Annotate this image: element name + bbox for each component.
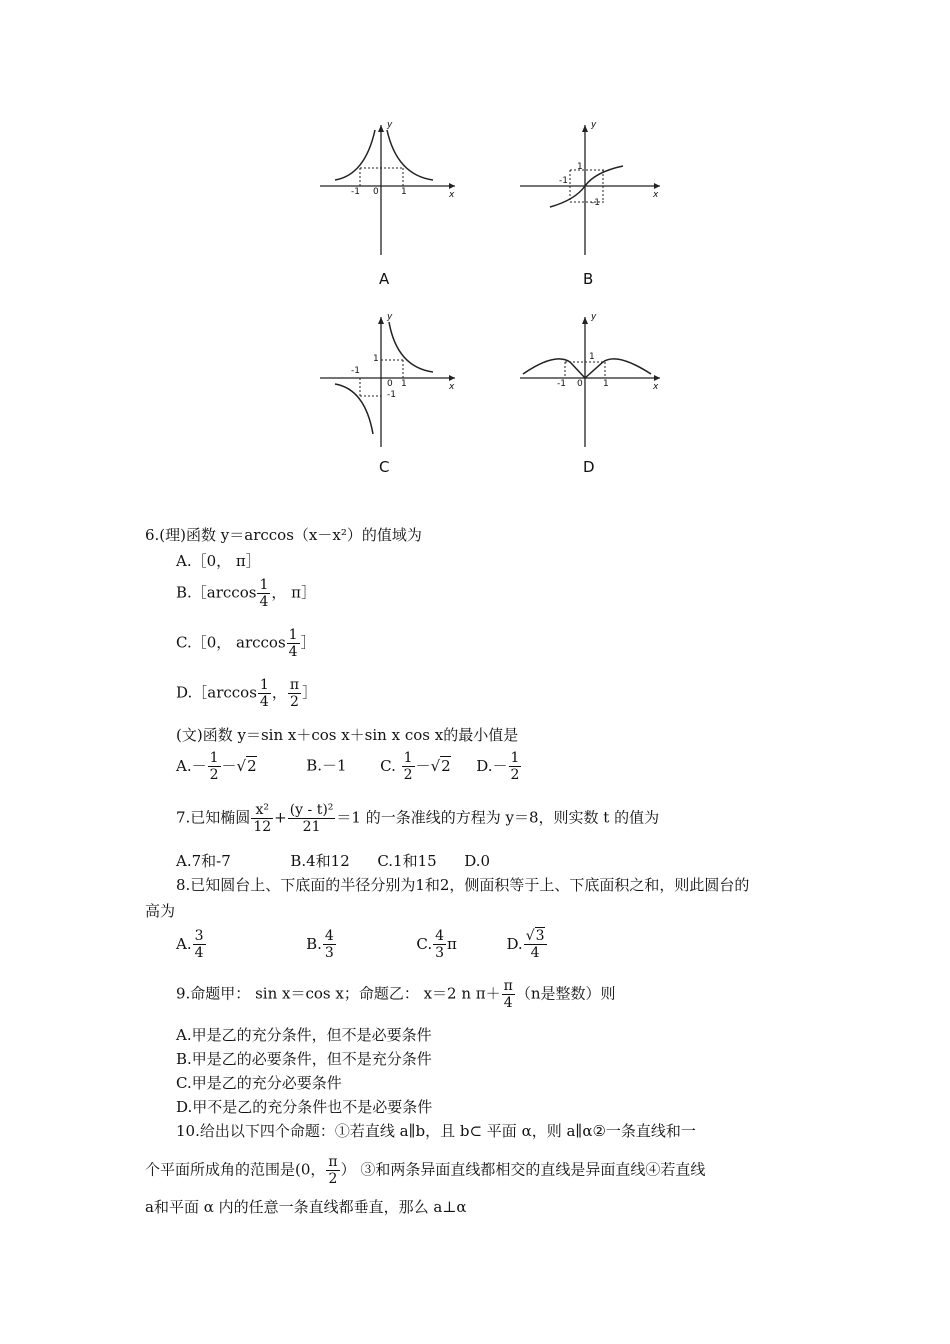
q7-a: A.7和-7: [176, 852, 231, 870]
q10-line2: 个平面所成角的范围是(0， $\frac{\pi}{2}$ ） ③和两条异面直线都相交的直线是异面直线④若直线: [145, 1154, 706, 1188]
q6-b-frac: [257, 577, 270, 610]
q9-option-a: A.甲是乙的充分条件，但不是必要条件: [176, 1026, 432, 1044]
graph-c-n1y: -1: [387, 390, 396, 400]
q6-d-den1: 4: [259, 694, 269, 711]
graph-c: [315, 312, 460, 476]
graph-c-p1: 1: [401, 379, 407, 389]
q6-b-den: 4: [259, 594, 269, 611]
q7-b: B.4和12: [290, 852, 350, 870]
q6-wen-a: A.－ $\frac{1}{2}$ －√2: [176, 750, 257, 784]
graph-d-label: D: [583, 458, 595, 476]
graph-a-y: y: [387, 120, 393, 130]
q8-stem-1: 8.已知圆台上、下底面的半径分别为1和2，侧面积等于上、下底面积之和，则此圆台的: [176, 876, 750, 894]
graph-d-x: x: [653, 382, 659, 392]
q6-d-prefix: D.［arccos: [176, 683, 257, 702]
graph-c-x: x: [449, 382, 455, 392]
q6-wen-d: D.－ $\frac{1}{2}$: [476, 750, 520, 784]
graph-c-py: 1: [373, 354, 379, 364]
q7-options: [176, 850, 490, 871]
q6-stem: 6.(理)函数 y＝arccos（x－x²）的值域为: [145, 526, 422, 544]
graph-b-n1y: -1: [591, 198, 600, 208]
q6-wen-c: C. $\frac{1}{2}$ －√2: [380, 750, 451, 784]
graph-b: [515, 120, 665, 288]
q6-c-den: 4: [288, 644, 298, 661]
graph-d: [515, 312, 665, 476]
q6-c-num: 1: [288, 627, 298, 643]
q6-c-prefix: C.［0， arccos: [176, 633, 286, 652]
graph-d-p1: 1: [603, 379, 609, 389]
q6-d-den2: 2: [289, 694, 299, 711]
graph-a-label: A: [379, 270, 390, 288]
q6-d-suffix: ］: [302, 683, 318, 702]
graph-b-x: x: [653, 190, 659, 200]
q6-c-suffix: ］: [300, 633, 316, 652]
graph-c-n1: -1: [351, 366, 360, 376]
q6-d-mid: ，: [271, 683, 287, 702]
q6-wen-options: [176, 750, 522, 783]
q8-options: [176, 928, 548, 961]
graph-b-y: y: [591, 120, 597, 130]
q6-option-a: A.［0， π］: [176, 552, 261, 570]
q6-wen-stem: (文)函数 y＝sin x＋cos x＋sin x cos x的最小值是: [176, 726, 519, 744]
q9-option-d: D.甲不是乙的充分条件也不是必要条件: [176, 1098, 433, 1116]
q10-line3: a和平面 α 内的任意一条直线都垂直，那么 a⊥α: [145, 1198, 467, 1216]
q6-d-num1: 1: [259, 677, 269, 693]
graph-b-p1: 1: [577, 162, 583, 172]
q8-a: A. $\frac{3}{4}$: [176, 928, 204, 962]
q6-option-c: [176, 627, 316, 660]
q6-b-prefix: B.［arccos: [176, 583, 257, 602]
q9-stem: 9.命题甲： sin x＝cos x；命题乙： x＝2 n π＋ $\frac{\pi}{4}$ （n是整数）则: [176, 978, 616, 1012]
graph-b-n1: -1: [559, 176, 568, 186]
q6-b-suffix: ， π］: [271, 583, 316, 602]
q9-option-b: B.甲是乙的必要条件，但不是充分条件: [176, 1050, 432, 1068]
graph-a: [315, 120, 460, 288]
q9-option-c: C.甲是乙的充分必要条件: [176, 1074, 342, 1092]
graph-d-y: y: [591, 312, 597, 322]
graph-a-n1: -1: [351, 187, 360, 197]
q6-c-frac: [287, 627, 300, 660]
q8-c: C. $\frac{4}{3}$ π: [416, 928, 457, 962]
graph-c-label: C: [379, 458, 390, 476]
q6-b-num: 1: [259, 577, 269, 593]
q10-line1: 10.给出以下四个命题：①若直线 a∥b，且 b⊂ 平面 α，则 a∥α②一条直线和一: [176, 1122, 696, 1140]
q7-c: C.1和15: [377, 852, 437, 870]
q7-stem: 7.已知椭圆 $\frac{\text{x²}}{12}$ + $\frac{\text{(y - t)²}}{21}$ ＝1 的一条准线的方程为 y＝8，则实数 t 的值为: [176, 802, 660, 836]
graph-b-label: B: [583, 270, 594, 288]
graph-c-o: 0: [387, 379, 393, 389]
q6-option-d: [176, 677, 317, 710]
q8-b: B. $\frac{4}{3}$: [306, 928, 334, 962]
graph-d-py: 1: [589, 352, 595, 362]
graph-a-o: 0: [373, 187, 379, 197]
q6-d-frac2: [288, 677, 301, 710]
q6-wen-b: B.－1: [306, 756, 347, 775]
graph-c-y: y: [387, 312, 393, 322]
graph-d-n1: -1: [557, 379, 566, 389]
q7-d: D.0: [464, 852, 491, 870]
graph-a-p1: 1: [401, 187, 407, 197]
q8-d: D. $\frac{√3}{4}$: [506, 928, 545, 962]
q6-d-num2: π: [289, 677, 300, 693]
graph-d-o: 0: [577, 379, 583, 389]
q6-option-b: [176, 577, 316, 610]
q8-stem-2: 高为: [145, 902, 176, 920]
graph-a-x: x: [449, 190, 455, 200]
q6-d-frac1: [258, 677, 271, 710]
